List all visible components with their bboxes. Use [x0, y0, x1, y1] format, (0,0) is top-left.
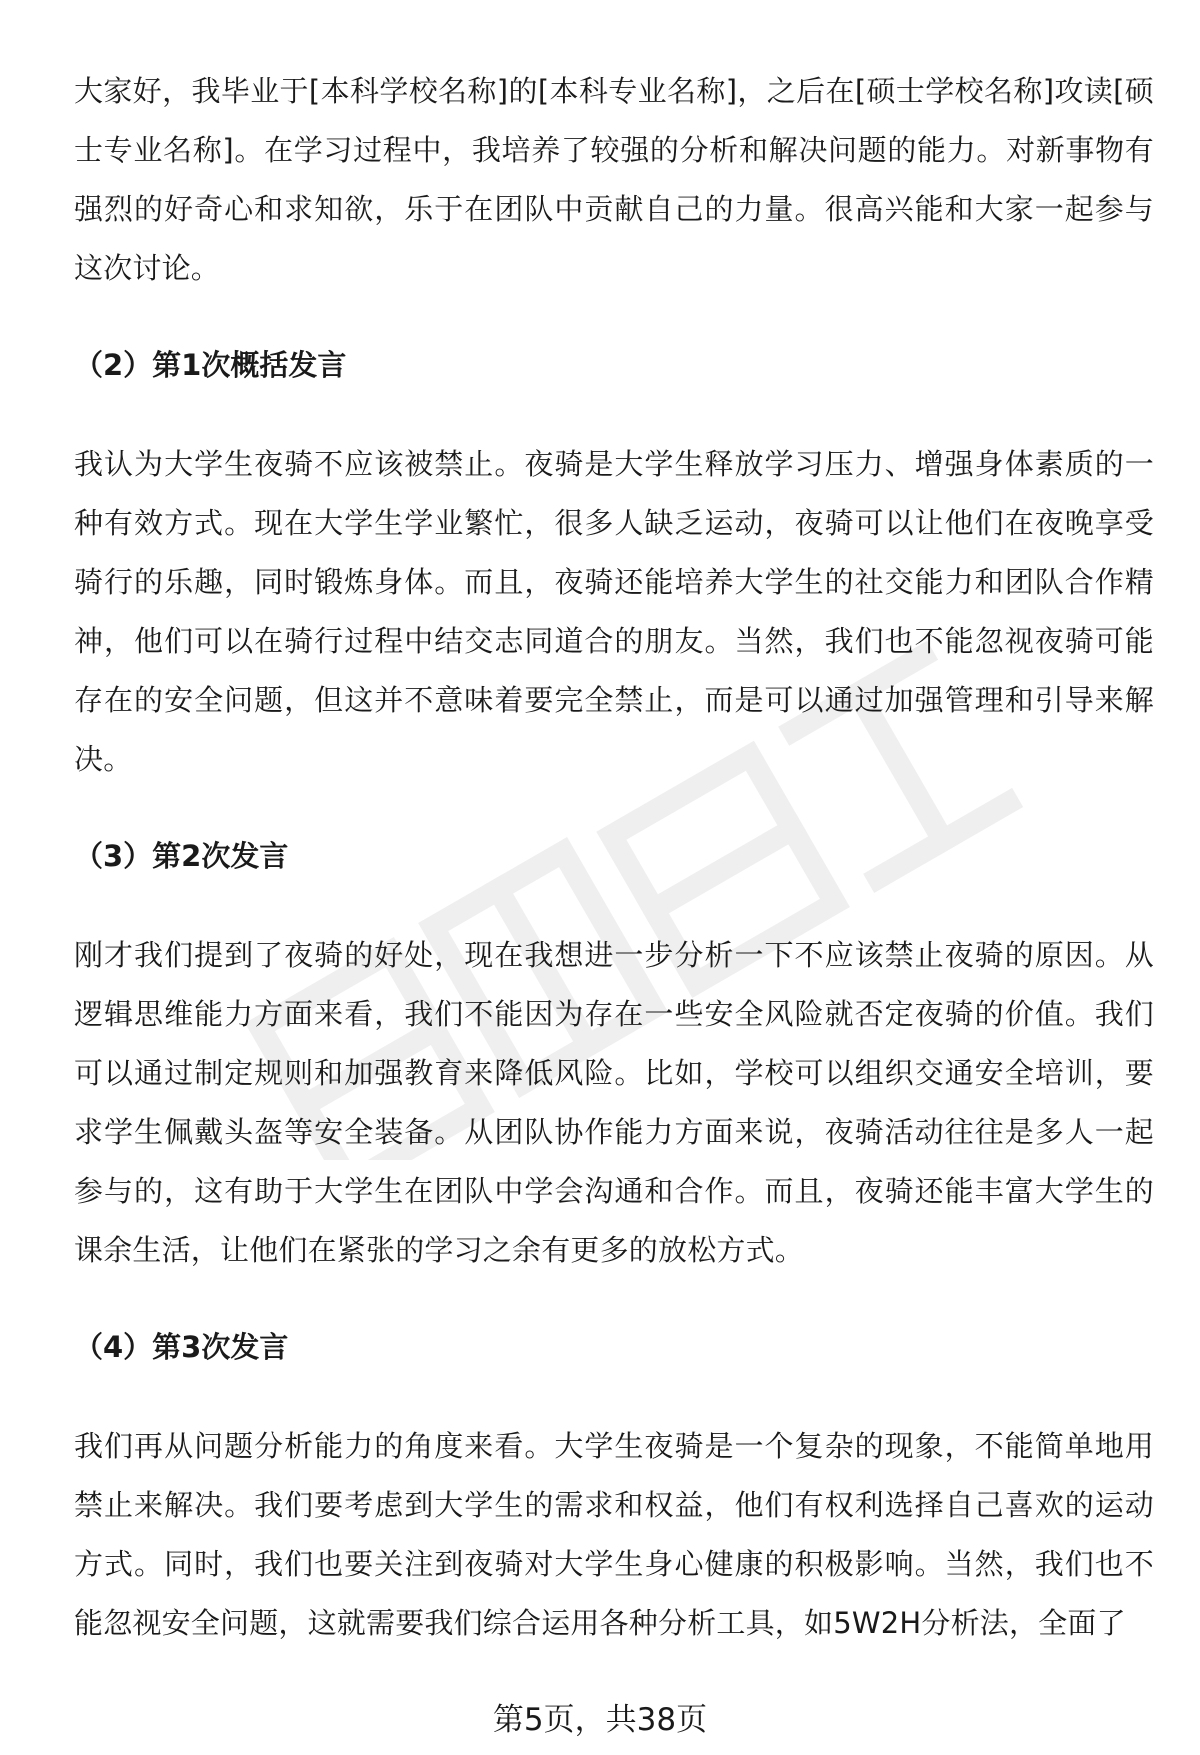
section-heading-third-speech: （4）第3次发言	[74, 1330, 289, 1364]
section-body-third-speech: 我们再从问题分析能力的角度来看。大学生夜骑是一个复杂的现象，不能简单地用禁止来解决。我们要考虑到大学生的需求和权益，他们有权利选择自己喜欢的运动方式。同时，我们也要关注到夜骑对大学生身心健康的积极影响。当然，我们也不能忽视安全问题，这就需要我们综合运用各种分析工具，如5W2H分析法，全面了	[74, 1429, 1154, 1640]
page-number-footer: 第5页，共38页	[492, 1702, 708, 1738]
section-body-second-speech: 刚才我们提到了夜骑的好处，现在我想进一步分析一下不应该禁止夜骑的原因。从逻辑思维能力方面来看，我们不能因为存在一些安全风险就否定夜骑的价值。我们可以通过制定规则和加强教育来降低风险。比如，学校可以组织交通安全培训，要求学生佩戴头盔等安全装备。从团队协作能力方面来说，夜骑活动往往是多人一起参与的，这有助于大学生在团队中学会沟通和合作。而且，夜骑还能丰富大学生的课余生活，让他们在紧张的学习之余有更多的放松方式。	[74, 938, 1154, 1267]
intro-paragraph: 大家好，我毕业于[本科学校名称]的[本科专业名称]，之后在[硕士学校名称]攻读[硕士专业名称]。在学习过程中，我培养了较强的分析和解决问题的能力。对新事物有强烈的好奇心和求知欲，乐于在团队中贡献自己的力量。很高兴能和大家一起参与这次讨论。	[74, 74, 1154, 285]
section-body-first-summary: 我认为大学生夜骑不应该被禁止。夜骑是大学生释放学习压力、增强身体素质的一种有效方式。现在大学生学业繁忙，很多人缺乏运动，夜骑可以让他们在夜晚享受骑行的乐趣，同时锻炼身体。而且，夜骑还能培养大学生的社交能力和团队合作精神，他们可以在骑行过程中结交志同道合的朋友。当然，我们也不能忽视夜骑可能存在的安全问题，但这并不意味着要完全禁止，而是可以通过加强管理和引导来解决。	[74, 447, 1154, 776]
document-body	[74, 62, 1154, 1653]
section-heading-second-speech: （3）第2次发言	[74, 839, 289, 873]
section-heading-first-summary: （2）第1次概括发言	[74, 348, 347, 382]
